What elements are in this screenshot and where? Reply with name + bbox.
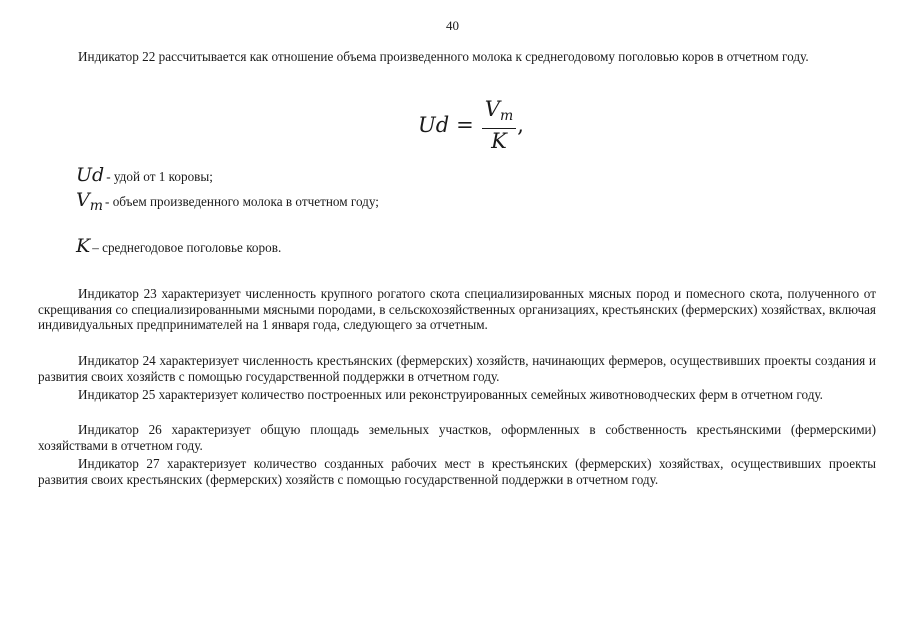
formula-fraction [482, 98, 516, 152]
intro-paragraph: Индикатор 22 рассчитывается как отношение объема произведенного молока к среднегодовому поголовью коров в отчетном году. [78, 49, 809, 64]
formula-comma: , [517, 113, 524, 137]
legend-description: - объем произведенного молока в отчетном году; [105, 194, 379, 209]
numerator-variable: V [484, 97, 500, 121]
legend-symbol [76, 235, 90, 257]
legend-symbol-subscript: m [89, 198, 104, 214]
formula-equals: = [456, 113, 474, 137]
formula-lhs: Ud [418, 113, 450, 137]
legend-symbol-main: K [76, 235, 91, 257]
indicator-25-paragraph: Индикатор 25 характеризует количество построенных или реконструированных семейных животноводческих ферм в отчетном году. [78, 387, 823, 402]
legend-item-vm [76, 189, 379, 214]
formula-numerator [482, 98, 516, 129]
formula-denominator: K [491, 129, 507, 153]
numerator-subscript: m [499, 108, 514, 124]
page-number: 40 [446, 18, 459, 33]
legend-symbol-main: Ud [76, 164, 105, 186]
legend-description: - удой от 1 коровы; [106, 169, 213, 184]
legend-item-ud [76, 164, 213, 186]
legend-symbol [76, 164, 104, 186]
legend-item-k [76, 235, 281, 257]
indicator-26-paragraph: Индикатор 26 характеризует общую площадь земельных участков, оформленных в собственность крестьянскими (фермерскими) хозяйствами в отчетном году. [38, 422, 876, 453]
indicator-24-paragraph: Индикатор 24 характеризует численность крестьянских (фермерских) хозяйств, начинающих фермеров, осуществивших проекты создания и развития своих хозяйств с помощью государственной поддержки в отчетном году. [38, 353, 876, 384]
legend-description: – среднегодовое поголовье коров. [92, 240, 282, 255]
indicator-23-paragraph: Индикатор 23 характеризует численность крупного рогатого скота специализированных мясных пород и помесного скота, полученного от скрещивания со специализированными мясными породами, в сельскохозяйственных организациях, крестьянских (фермерских) хозяйствах, включая индивидуальных предпринимателей на 1 января года, следующего за отчетным. [38, 286, 876, 333]
milk-yield-formula [418, 98, 524, 152]
indicator-27-paragraph: Индикатор 27 характеризует количество созданных рабочих мест в крестьянских (фермерских) хозяйствах, осуществивших проекты развития своих крестьянских (фермерских) хозяйств с помощью государственной поддержки в отчетном году. [38, 456, 876, 487]
legend-symbol-main: V [76, 189, 90, 211]
legend-symbol [76, 189, 103, 214]
